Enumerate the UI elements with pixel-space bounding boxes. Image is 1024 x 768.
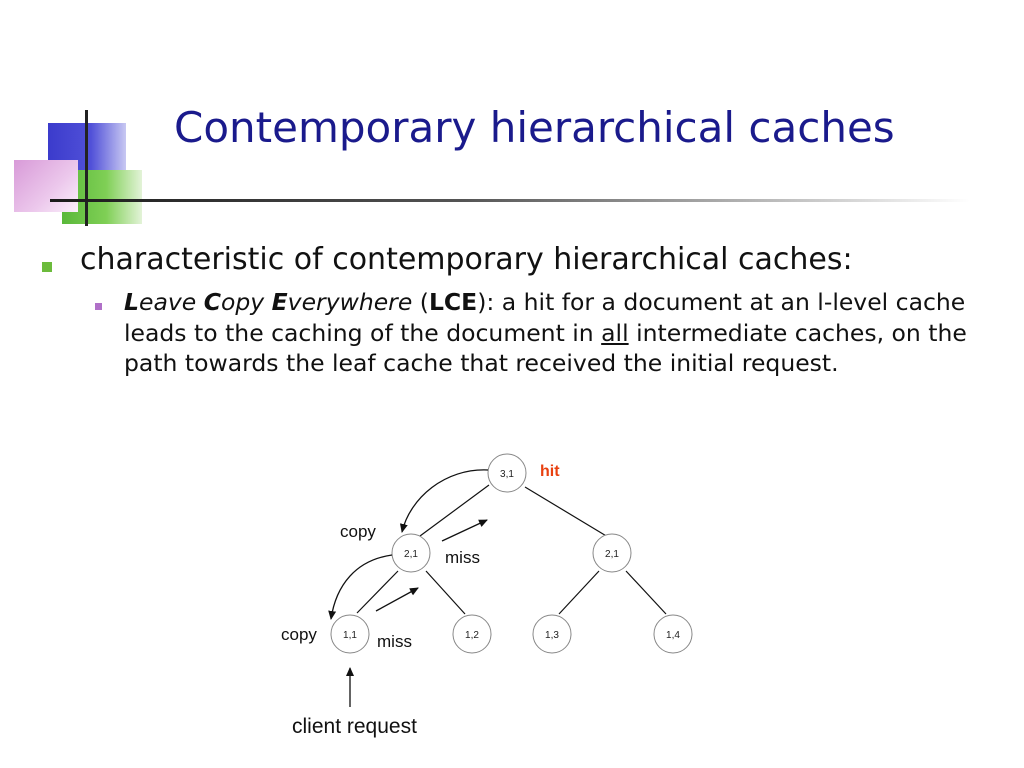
lce-abbreviation: LCE [428,288,478,316]
miss-arrow-bottom [376,588,418,611]
miss-label-top: miss [445,548,480,567]
edge-midleft-leaf2 [426,571,465,614]
node-leaf3-label: 1,3 [545,630,559,641]
node-mid-right-label: 2,1 [605,549,619,560]
slide-title: Contemporary hierarchical caches [174,103,895,152]
copy-label-bottom: copy [281,625,317,644]
miss-label-bottom: miss [377,632,412,651]
lce-word-opy: opy [220,288,272,316]
node-mid-left-label: 2,1 [404,549,418,560]
bullet2-text-part2: intermediate caches, on the path towards the leaf cache that received the initial request. [124,318,967,377]
node-root-label: 3,1 [500,469,514,480]
lce-word-eave: eave [138,288,204,316]
paren-open: ( [412,288,429,316]
lce-letter-e: E [271,288,288,316]
edge-root-midleft [420,485,489,536]
node-leaf1-label: 1,1 [343,630,357,641]
node-leaf4-label: 1,4 [666,630,680,641]
edge-midleft-leaf1 [357,571,398,613]
client-request-label: client request [292,715,417,738]
edge-root-midright [525,487,608,537]
bullet-level1-text: characteristic of contemporary hierarchical caches: [80,242,853,277]
bullet2-text-part1: ): a hit for a document at an l-level cache leads to the caching of the document in [124,288,966,347]
edge-midright-leaf3 [559,571,599,614]
copy-label-top: copy [340,522,376,541]
miss-arrow-top [442,520,487,541]
copy-arrow-top [402,470,488,532]
node-leaf2-label: 1,2 [465,630,479,641]
lce-letter-l: L [124,288,139,316]
hit-label: hit [540,463,560,480]
lce-word-verywhere: verywhere [287,288,413,316]
underlined-all: all [601,318,629,347]
lce-letter-c: C [203,288,221,316]
edge-midright-leaf4 [626,571,666,614]
